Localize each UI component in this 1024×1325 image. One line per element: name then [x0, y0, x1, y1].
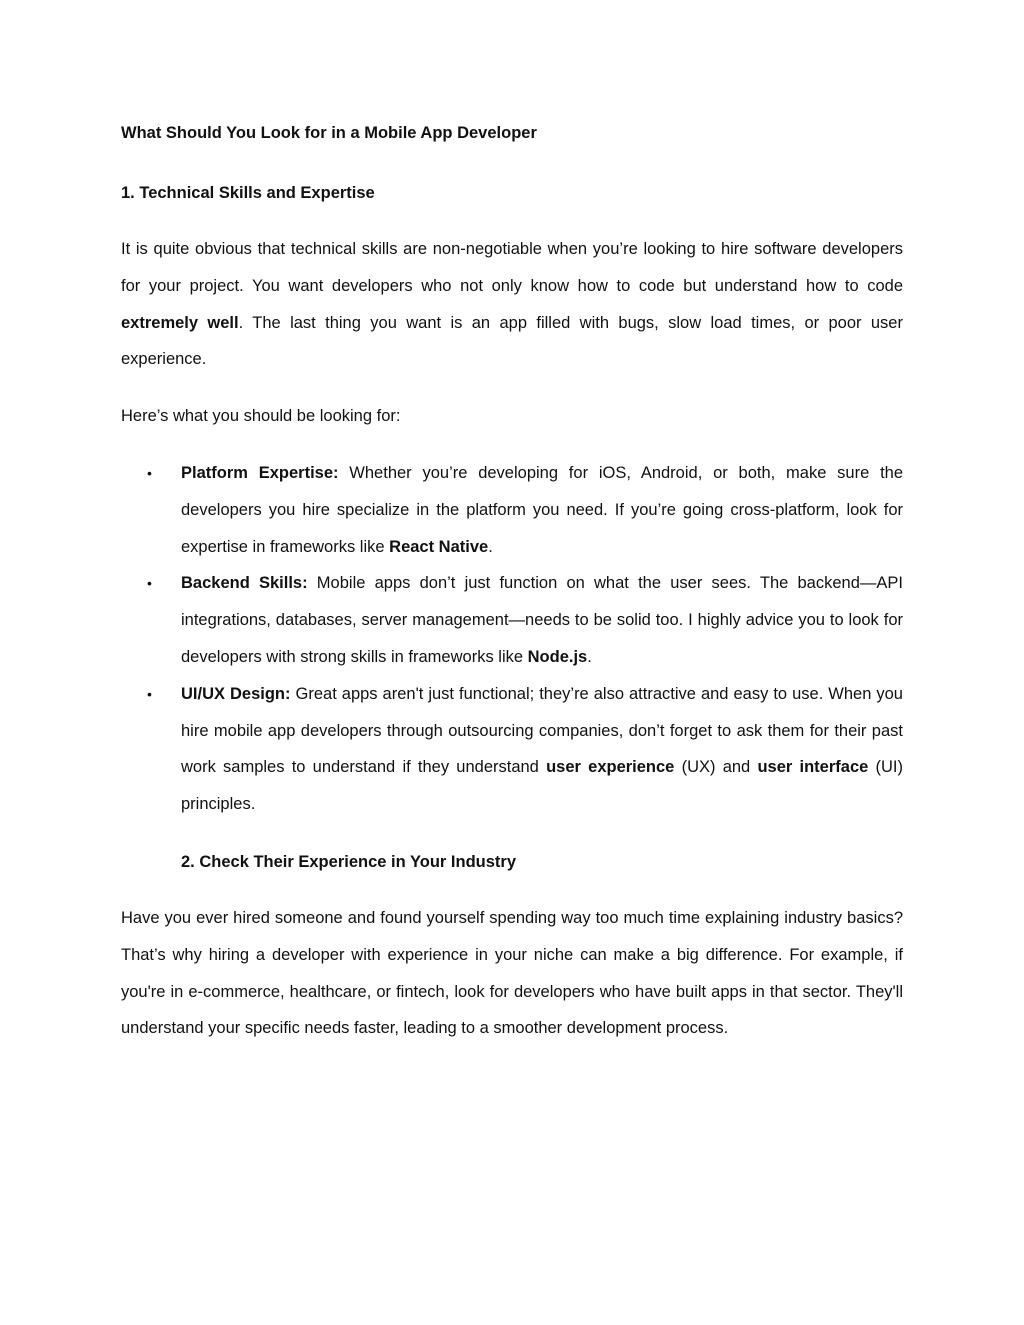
- emphasis-text: user interface: [757, 758, 869, 777]
- list-item-label: Backend Skills:: [181, 574, 308, 593]
- emphasis-text: user experience: [546, 758, 675, 777]
- bullet-list: [121, 455, 903, 823]
- list-item-text: .: [587, 647, 592, 666]
- paragraph-industry-experience: Have you ever hired someone and found yourself spending way too much time explaining industry basics? That’s why hiring a developer with experience in your niche can make a big difference. For example, if you're in e-commerce, healthcare, or fintech, look for developers who have built apps in that sector. They'll understand your specific needs faster, leading to a smoother development process.: [121, 909, 903, 1038]
- list-item-backend-skills: [121, 565, 903, 675]
- paragraph-text: . The last thing you want is an app filled with bugs, slow load times, or poor user experience.: [121, 313, 903, 369]
- list-item-text: Great apps aren't just functional; they’re also attractive and easy to use. When you hire mobile app developers through outsourcing companies, don’t forget to ask them for their past work samples to understand if they understand: [181, 684, 903, 777]
- bullet-icon: •: [147, 685, 152, 702]
- emphasis-text: Node.js: [527, 647, 588, 666]
- list-item-ui-ux-design: [121, 676, 903, 823]
- paragraph-lead: Here’s what you should be looking for:: [121, 407, 401, 425]
- document-title: What Should You Look for in a Mobile App Developer: [121, 124, 537, 142]
- list-item-platform-expertise: [121, 455, 903, 565]
- emphasis-text: React Native: [389, 537, 489, 556]
- emphasis-text: extremely well: [121, 313, 239, 332]
- paragraph-technical-skills: [121, 231, 903, 378]
- section-heading-technical-skills: 1. Technical Skills and Expertise: [121, 184, 375, 202]
- bullet-icon: •: [147, 575, 152, 592]
- list-item-text: (UX) and: [674, 758, 758, 777]
- list-item-text: Whether you’re developing for iOS, Android, or both, make sure the developers you hire specialize in the platform you need. If you’re going cross-platform, look for expertise in frameworks like: [181, 464, 904, 556]
- list-item-text: (UI) principles.: [181, 758, 903, 814]
- list-item-text: .: [488, 537, 493, 556]
- bullet-icon: •: [147, 465, 152, 481]
- list-item-label: Platform Expertise:: [181, 464, 339, 482]
- paragraph-text: It is quite obvious that technical skills are non-negotiable when you’re looking to hire software developers for your project. You want developers who not only know how to code but understand how to code: [121, 240, 903, 295]
- list-item-label: UI/UX Design:: [181, 684, 291, 703]
- section-heading-industry-experience: 2. Check Their Experience in Your Industry: [181, 853, 516, 871]
- list-item-text: Mobile apps don’t just function on what the user sees. The backend—API integrations, databases, server management—needs to be solid too. I highly advice you to look for developers with strong skills in frameworks like: [181, 574, 903, 666]
